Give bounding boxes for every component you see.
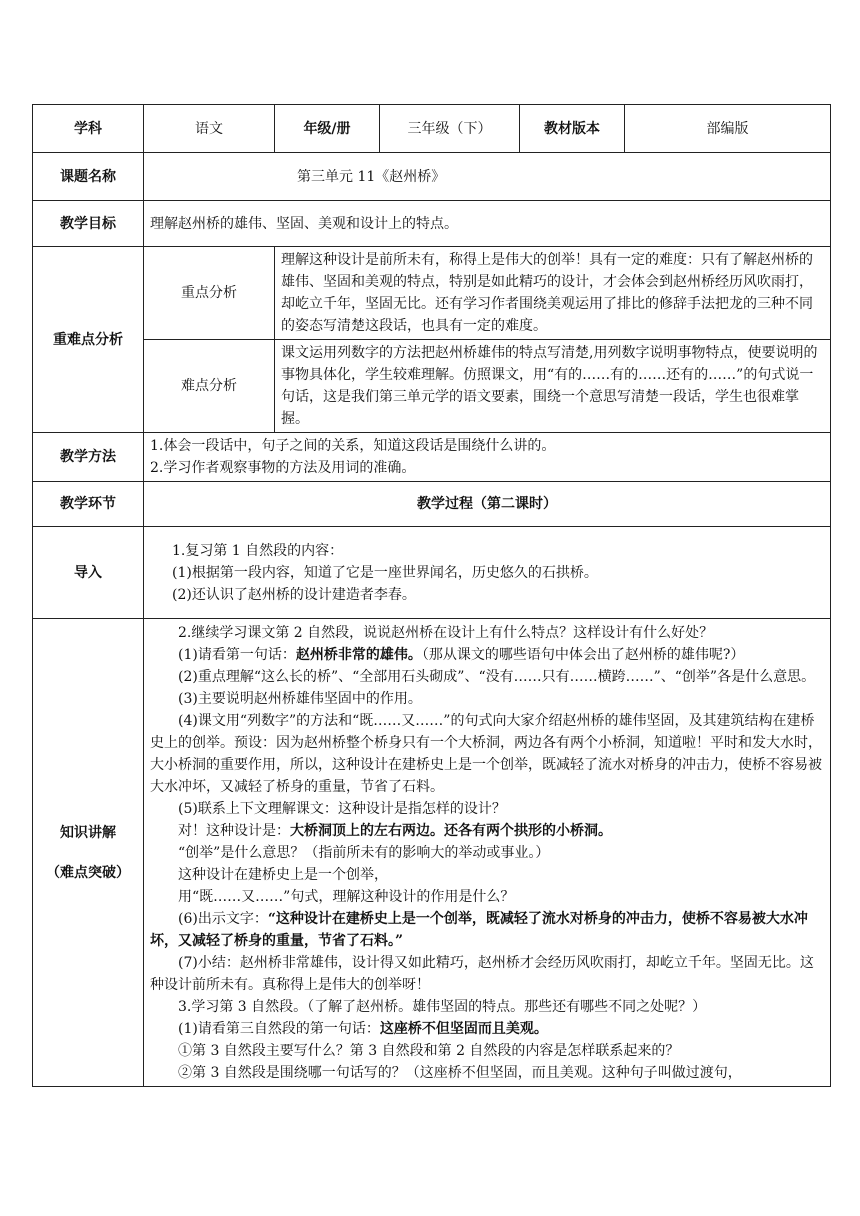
paragraph	[150, 820, 824, 842]
bold-text: 赵州桥非常的雄伟。	[295, 647, 422, 663]
edition-value: 部编版	[625, 105, 831, 153]
paragraph: (3)主要说明赵州桥雄伟坚固中的作用。	[178, 691, 422, 707]
paragraph: (2)重点理解“这么长的桥”、“全部用石头砌成”、“没有……只有……横跨……”、“创举”各是什么意思。	[178, 669, 816, 685]
paragraph: 2.继续学习课文第 2 自然段，说说赵州桥在设计上有什么特点？这样设计有什么好处？	[178, 625, 714, 641]
text-span: （那从课文的哪些语句中体会出了赵州桥的雄伟呢?）	[421, 647, 745, 663]
knowledge-label-cell	[33, 619, 144, 1087]
header-row	[33, 105, 831, 153]
paragraph	[150, 908, 824, 952]
lesson-title: 第三单元 11《赵州桥》	[144, 153, 831, 201]
paragraph: (7)小结：赵州桥非常雄伟，设计得又如此精巧，赵州桥才会经历风吹雨打，却屹立千年。坚固无比。这种设计前所未有。真称得上是伟大的创举呀！	[150, 955, 814, 993]
lesson-label: 课题名称	[33, 153, 144, 201]
paragraph: 这种设计在建桥史上是一个创举，	[178, 867, 388, 883]
paragraph: (5)联系上下文理解课文：这种设计是指怎样的设计？	[178, 801, 506, 817]
intro-line: (2)还认识了赵州桥的设计建造者李春。	[172, 586, 416, 603]
text-span: (1)请看第三自然段的第一句话：	[178, 1021, 380, 1037]
goal-label: 教学目标	[33, 201, 144, 247]
edition-label: 教材版本	[520, 105, 625, 153]
subject-label: 学科	[33, 105, 144, 153]
bold-text: “这种设计在建桥史上是一个创举，既减轻了流水对桥身的冲击力，使桥不容易被大水冲坏，又减轻了桥身的重量，节省了石料。”	[150, 911, 808, 949]
paragraph	[150, 1018, 824, 1040]
key-point-text: 理解这种设计是前所未有，称得上是伟大的创举！具有一定的难度：只有了解赵州桥的雄伟、坚固和美观的特点，特别是如此精巧的设计，才会体会到赵州桥经历风吹雨打，却屹立千年，坚固无比。还有学习作者围绕美观运用了排比的修辞手法把龙的三种不同的姿态写清楚这段话，也具有一定的难度。	[275, 247, 831, 340]
intro-label: 导入	[33, 527, 144, 619]
text-span: 对！这种设计是：	[178, 823, 290, 839]
lesson-plan-table	[32, 104, 831, 1087]
paragraph: 用“既……又……”句式，理解这种设计的作用是什么？	[178, 889, 515, 905]
paragraph: (4)课文用“列数字”的方法和“既……又……”的句式向大家介绍赵州桥的雄伟坚固，及其建筑结构在建桥史上的创举。预设：因为赵州桥整个桥身只有一个大桥洞，两边各有两个小桥洞，知道啦！平时和发大水时，大小桥洞的重要作用，所以，这种设计在建桥史上是一个创举，既减轻了流水对桥身的冲击力，使桥不容易被大水冲坏，又减轻了桥身的重量，节省了石料。	[150, 713, 822, 795]
intro-line: 1.复习第 1 自然段的内容：	[172, 542, 344, 559]
goal-row	[33, 201, 831, 247]
difficult-point-row	[33, 340, 831, 433]
key-point-label: 重点分析	[144, 247, 275, 340]
paragraph: “创举”是什么意思？（指前所未有的影响大的举动或事业。）	[178, 845, 550, 861]
difficult-point-label: 难点分析	[144, 340, 275, 433]
goal-text: 理解赵州桥的雄伟、坚固、美观和设计上的特点。	[144, 201, 831, 247]
text-span: (1)请看第一句话：	[178, 647, 296, 663]
knowledge-row	[33, 619, 831, 1087]
method-label: 教学方法	[33, 433, 144, 482]
method-text	[144, 433, 831, 482]
method-line: 2.学习作者观察事物的方法及用词的准确。	[150, 460, 416, 476]
difficult-point-text: 课文运用列数字的方法把赵州桥雄伟的特点写清楚,用列数字说明事物特点，使要说明的事物具体化，学生较难理解。仿照课文，用“有的……有的……还有的……”的句式说一句话，这是我们第三单元学的语文要素，围绕一个意思写清楚一段话，学生也很难掌握。	[275, 340, 831, 433]
knowledge-sublabel: （难点突破）	[46, 864, 130, 881]
process-row	[33, 482, 831, 527]
grade-value: 三年级（下）	[380, 105, 520, 153]
text-span: (6)出示文字：	[178, 911, 268, 927]
intro-content	[144, 527, 831, 619]
key-point-row	[33, 247, 831, 340]
method-row	[33, 433, 831, 482]
paragraph	[150, 644, 824, 666]
paragraph: 3.学习第 3 自然段。（了解了赵州桥。雄伟坚固的特点。那些还有哪些不同之处呢？）	[178, 999, 707, 1015]
knowledge-content	[144, 619, 831, 1087]
paragraph: ②第 3 自然段是围绕哪一句话写的？（这座桥不但坚固，而且美观。这种句子叫做过渡句，	[178, 1065, 742, 1081]
lesson-row	[33, 153, 831, 201]
lesson-plan	[32, 104, 830, 1087]
method-line: 1.体会一段话中，句子之间的关系，知道这段话是围绕什么讲的。	[150, 438, 556, 454]
intro-row	[33, 527, 831, 619]
intro-line: (1)根据第一段内容，知道了它是一座世界闻名，历史悠久的石拱桥。	[172, 564, 598, 581]
bold-text: 大桥洞顶上的左右两边。还各有两个拱形的小桥洞。	[290, 823, 612, 839]
knowledge-label: 知识讲解	[60, 824, 116, 841]
grade-label: 年级/册	[275, 105, 380, 153]
process-label: 教学环节	[33, 482, 144, 527]
process-title: 教学过程（第二课时）	[144, 482, 831, 527]
bold-text: 这座桥不但坚固而且美观。	[379, 1021, 548, 1037]
analysis-label: 重难点分析	[33, 247, 144, 433]
paragraph: ①第 3 自然段主要写什么？第 3 自然段和第 2 自然段的内容是怎样联系起来的？	[178, 1043, 680, 1059]
subject-value: 语文	[144, 105, 275, 153]
